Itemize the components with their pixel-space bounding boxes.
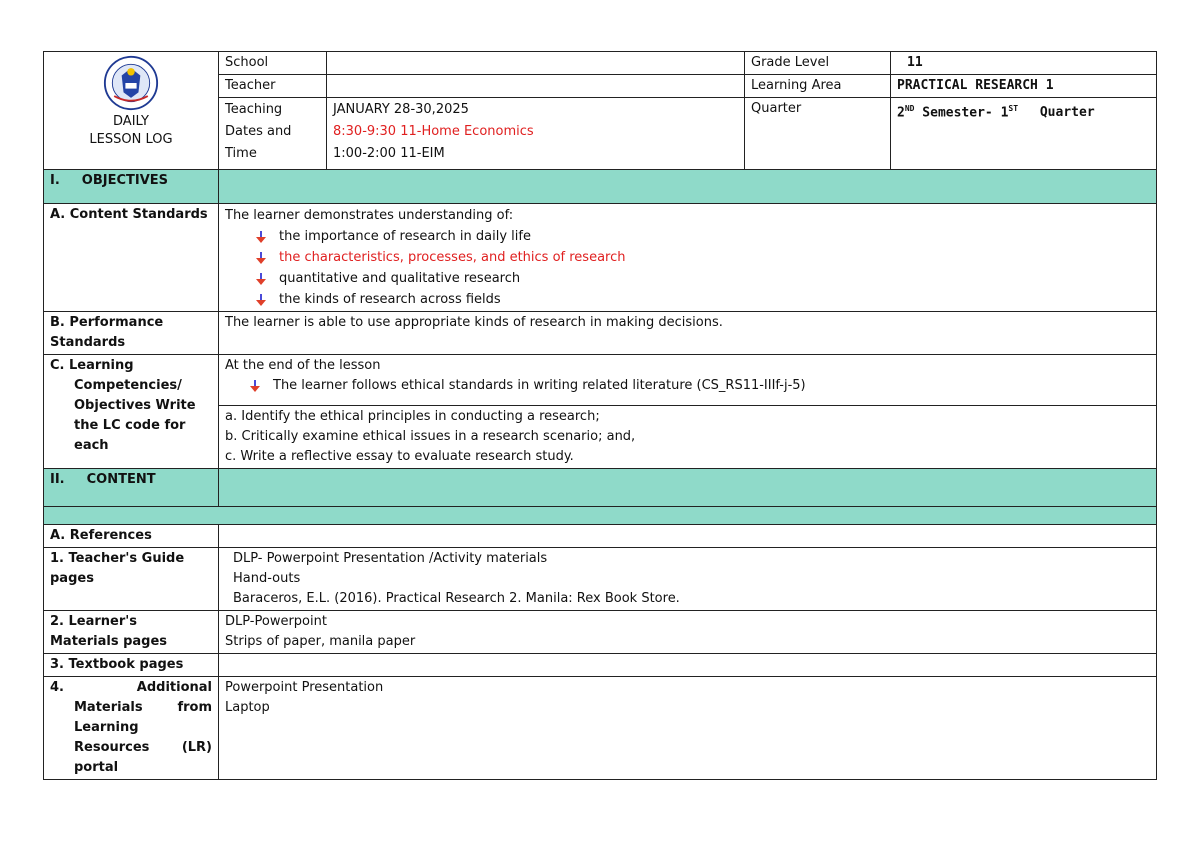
lc-label-line5: each xyxy=(74,438,109,453)
content-spacer-row xyxy=(44,507,1157,525)
objective-b: b. Critically examine ethical issues in a research scenario; and, xyxy=(225,429,636,444)
teacher-label: Teacher xyxy=(219,75,327,98)
teacher-value xyxy=(327,75,745,98)
bullet-arrow-icon xyxy=(255,231,267,243)
content-standards-row xyxy=(44,204,1157,312)
daily-lesson-log xyxy=(43,51,1156,780)
lc-label-line4: the LC code for xyxy=(74,418,186,433)
am-label-4a: Resources xyxy=(74,740,150,755)
tg-label-line2: pages xyxy=(50,571,94,586)
content-standards-label: A. Content Standards xyxy=(44,204,219,312)
performance-label-line2: Standards xyxy=(50,335,126,350)
tg-label-line1: 1. Teacher's Guide xyxy=(50,551,185,566)
quarter-value xyxy=(891,98,1157,170)
semester-number: 2 xyxy=(897,105,905,121)
am-label-line4 xyxy=(50,738,212,758)
learning-competencies-label xyxy=(44,355,219,469)
lm-line: DLP-Powerpoint xyxy=(225,614,327,629)
lc-label-line1: C. Learning xyxy=(50,358,134,373)
tg-line: Hand-outs xyxy=(233,571,301,586)
references-value xyxy=(219,525,1157,548)
learners-materials-value xyxy=(219,611,1157,654)
grade-level-label: Grade Level xyxy=(745,52,891,75)
logo-cell xyxy=(44,52,219,170)
dates-label-line2: Dates and xyxy=(225,124,292,139)
grade-level-value: 11 xyxy=(891,52,1157,75)
dates-label-line3: Time xyxy=(225,146,257,161)
bullet-arrow-icon xyxy=(249,380,261,392)
lm-label-line2: Materials pages xyxy=(50,634,168,649)
lesson-log-table xyxy=(43,51,1157,780)
objective-a: a. Identify the ethical principles in conducting a research; xyxy=(225,409,600,424)
bullet-arrow-icon xyxy=(255,294,267,306)
teachers-guide-label xyxy=(44,548,219,611)
content-item-text: the importance of research in daily life xyxy=(279,229,531,244)
logo-title-line1: DAILY xyxy=(113,114,149,129)
lc-label-line2: Competencies/ xyxy=(74,378,182,393)
learners-materials-row xyxy=(44,611,1157,654)
content-spacer-fill xyxy=(44,507,1157,525)
am-label-num: 4. xyxy=(50,680,64,695)
learning-competencies-row xyxy=(44,355,1157,406)
am-label-2a: Materials xyxy=(74,700,143,715)
objectives-heading-num: I. xyxy=(50,173,60,188)
textbook-pages-value xyxy=(219,654,1157,677)
am-label-line3: Learning xyxy=(74,720,139,735)
objectives-heading xyxy=(44,170,219,204)
learning-competencies-value xyxy=(219,355,1157,406)
textbook-pages-label: 3. Textbook pages xyxy=(44,654,219,677)
bullet-arrow-icon xyxy=(255,252,267,264)
content-heading-text: CONTENT xyxy=(86,472,156,487)
am-label-word: Additional xyxy=(136,680,212,695)
am-line: Powerpoint Presentation xyxy=(225,680,384,695)
school-label: School xyxy=(219,52,327,75)
dates-label xyxy=(219,98,327,170)
deped-seal-icon xyxy=(103,55,159,111)
dates-label-line1: Teaching xyxy=(225,102,283,117)
textbook-pages-row xyxy=(44,654,1157,677)
additional-materials-value xyxy=(219,677,1157,780)
content-heading-row xyxy=(44,469,1157,507)
lc-intro: At the end of the lesson xyxy=(225,358,381,373)
semester-text: Semester- 1 xyxy=(922,105,1009,121)
am-label-line5: portal xyxy=(74,760,119,775)
references-label: A. References xyxy=(44,525,219,548)
quarter-text: Quarter xyxy=(1039,105,1095,121)
content-standards-intro: The learner demonstrates understanding of: xyxy=(225,208,514,223)
lm-line: Strips of paper, manila paper xyxy=(225,634,416,649)
additional-materials-row xyxy=(44,677,1157,780)
am-label-2b: from xyxy=(177,700,212,715)
content-item xyxy=(255,226,1150,247)
am-line: Laptop xyxy=(225,700,270,715)
lm-label-line1: 2. Learner's xyxy=(50,614,137,629)
performance-standards-row xyxy=(44,312,1157,355)
teachers-guide-row xyxy=(44,548,1157,611)
content-standards-value xyxy=(219,204,1157,312)
schedule-line-2: 1:00-2:00 11-EIM xyxy=(333,146,445,161)
lc-item xyxy=(249,376,1150,396)
content-item xyxy=(255,268,1150,289)
learning-area-value: PRACTICAL RESEARCH 1 xyxy=(891,75,1157,98)
content-item xyxy=(255,247,1150,268)
schedule-line-1: 8:30-9:30 11-Home Economics xyxy=(333,124,534,139)
performance-label-line1: B. Performance xyxy=(50,315,164,330)
am-label-line1 xyxy=(50,678,212,698)
content-heading-fill xyxy=(219,469,1157,507)
content-item xyxy=(255,289,1150,310)
performance-standards-value: The learner is able to use appropriate kinds of research in making decisions. xyxy=(219,312,1157,355)
objectives-heading-fill xyxy=(219,170,1157,204)
am-label-line2 xyxy=(50,698,212,718)
school-row xyxy=(44,52,1157,75)
dates-value xyxy=(327,98,745,170)
objective-c: c. Write a reflective essay to evaluate research study. xyxy=(225,449,574,464)
tg-line: DLP- Powerpoint Presentation /Activity materials xyxy=(233,551,548,566)
semester-suffix: ND xyxy=(904,104,915,113)
references-row xyxy=(44,525,1157,548)
logo-title-line2: LESSON LOG xyxy=(89,132,173,147)
performance-standards-label xyxy=(44,312,219,355)
lc-label-line3: Objectives Write xyxy=(74,398,196,413)
additional-materials-label xyxy=(44,677,219,780)
teaching-date: JANUARY 28-30,2025 xyxy=(333,102,469,117)
objectives-heading-text: OBJECTIVES xyxy=(81,173,169,188)
lesson-objectives-value xyxy=(219,406,1157,469)
teachers-guide-value xyxy=(219,548,1157,611)
learners-materials-label xyxy=(44,611,219,654)
learning-area-label: Learning Area xyxy=(745,75,891,98)
content-heading xyxy=(44,469,219,507)
quarter-suffix: ST xyxy=(1008,104,1019,113)
bullet-arrow-icon xyxy=(255,273,267,285)
content-item-text: the kinds of research across fields xyxy=(279,292,501,307)
lc-item-text: The learner follows ethical standards in writing related literature (CS_RS11-IIIf-j-5) xyxy=(273,378,806,393)
am-label-4b: (LR) xyxy=(181,740,212,755)
school-value xyxy=(327,52,745,75)
content-item-text: quantitative and qualitative research xyxy=(279,271,521,286)
content-heading-num: II. xyxy=(50,472,65,487)
tg-line: Baraceros, E.L. (2016). Practical Research 2. Manila: Rex Book Store. xyxy=(233,591,680,606)
content-item-text: the characteristics, processes, and ethics of research xyxy=(279,250,626,265)
objectives-heading-row xyxy=(44,170,1157,204)
quarter-label: Quarter xyxy=(745,98,891,170)
